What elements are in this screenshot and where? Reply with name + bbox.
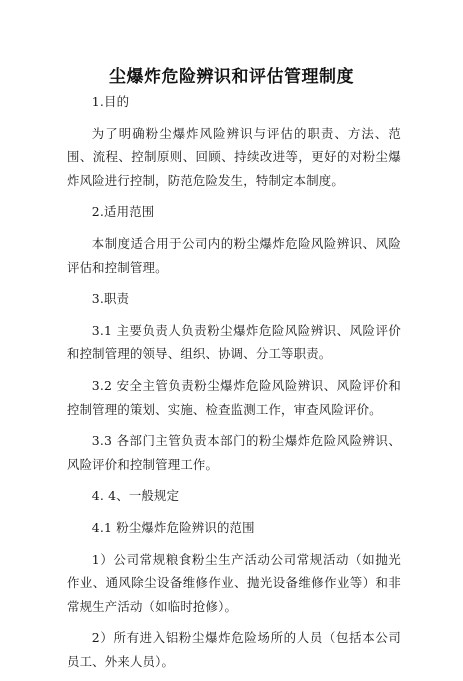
section-heading-general-rules: 4. 4、一般规定 [91, 488, 180, 504]
document-body [67, 90, 401, 681]
list-item-2: 2）所有进入铝粉尘爆炸危险场所的人员（包括本公司员工、外来人员）。 [67, 630, 401, 669]
section-heading-responsibilities: 3.职责 [91, 291, 130, 307]
section-heading-purpose: 1.目的 [91, 94, 130, 109]
purpose-paragraph: 为了明确粉尘爆炸风险辨识与评估的职责、方法、范围、流程、控制原则、回顾、持续改进等，更好的对粉尘爆炸风险进行控制，防范危险发生，特制定本制度。 [67, 125, 401, 188]
responsibility-3-1: 3.1 主要负责人负责粉尘爆炸危险风险辨识、风险评价和控制管理的领导、组织、协调、分工等职责。 [67, 322, 401, 362]
responsibility-3-3: 3.3 各部门主管负责本部门的粉尘爆炸危险风险辨识、风险评价和控制管理工作。 [67, 433, 401, 472]
list-item-1: 1）公司常规粮食粉尘生产活动公司常规活动（如抛光作业、通风除尘设备维修作业、抛光设备维修作业等）和非常规生产活动（如临时抢修）。 [67, 551, 401, 614]
subsection-heading-4-1: 4.1 粉尘爆炸危险辨识的范围 [91, 519, 255, 535]
section-heading-scope: 2.适用范围 [91, 204, 155, 220]
document-title: 尘爆炸危险辨识和评估管理制度 [109, 67, 354, 87]
scope-paragraph: 本制度适合用于公司内的粉尘爆炸危险风险辨识、风险评估和控制管理。 [67, 235, 401, 275]
responsibility-3-2: 3.2 安全主管负责粉尘爆炸危险风险辨识、风险评价和控制管理的策划、实施、检查监测工作，审查风险评价。 [67, 377, 401, 417]
